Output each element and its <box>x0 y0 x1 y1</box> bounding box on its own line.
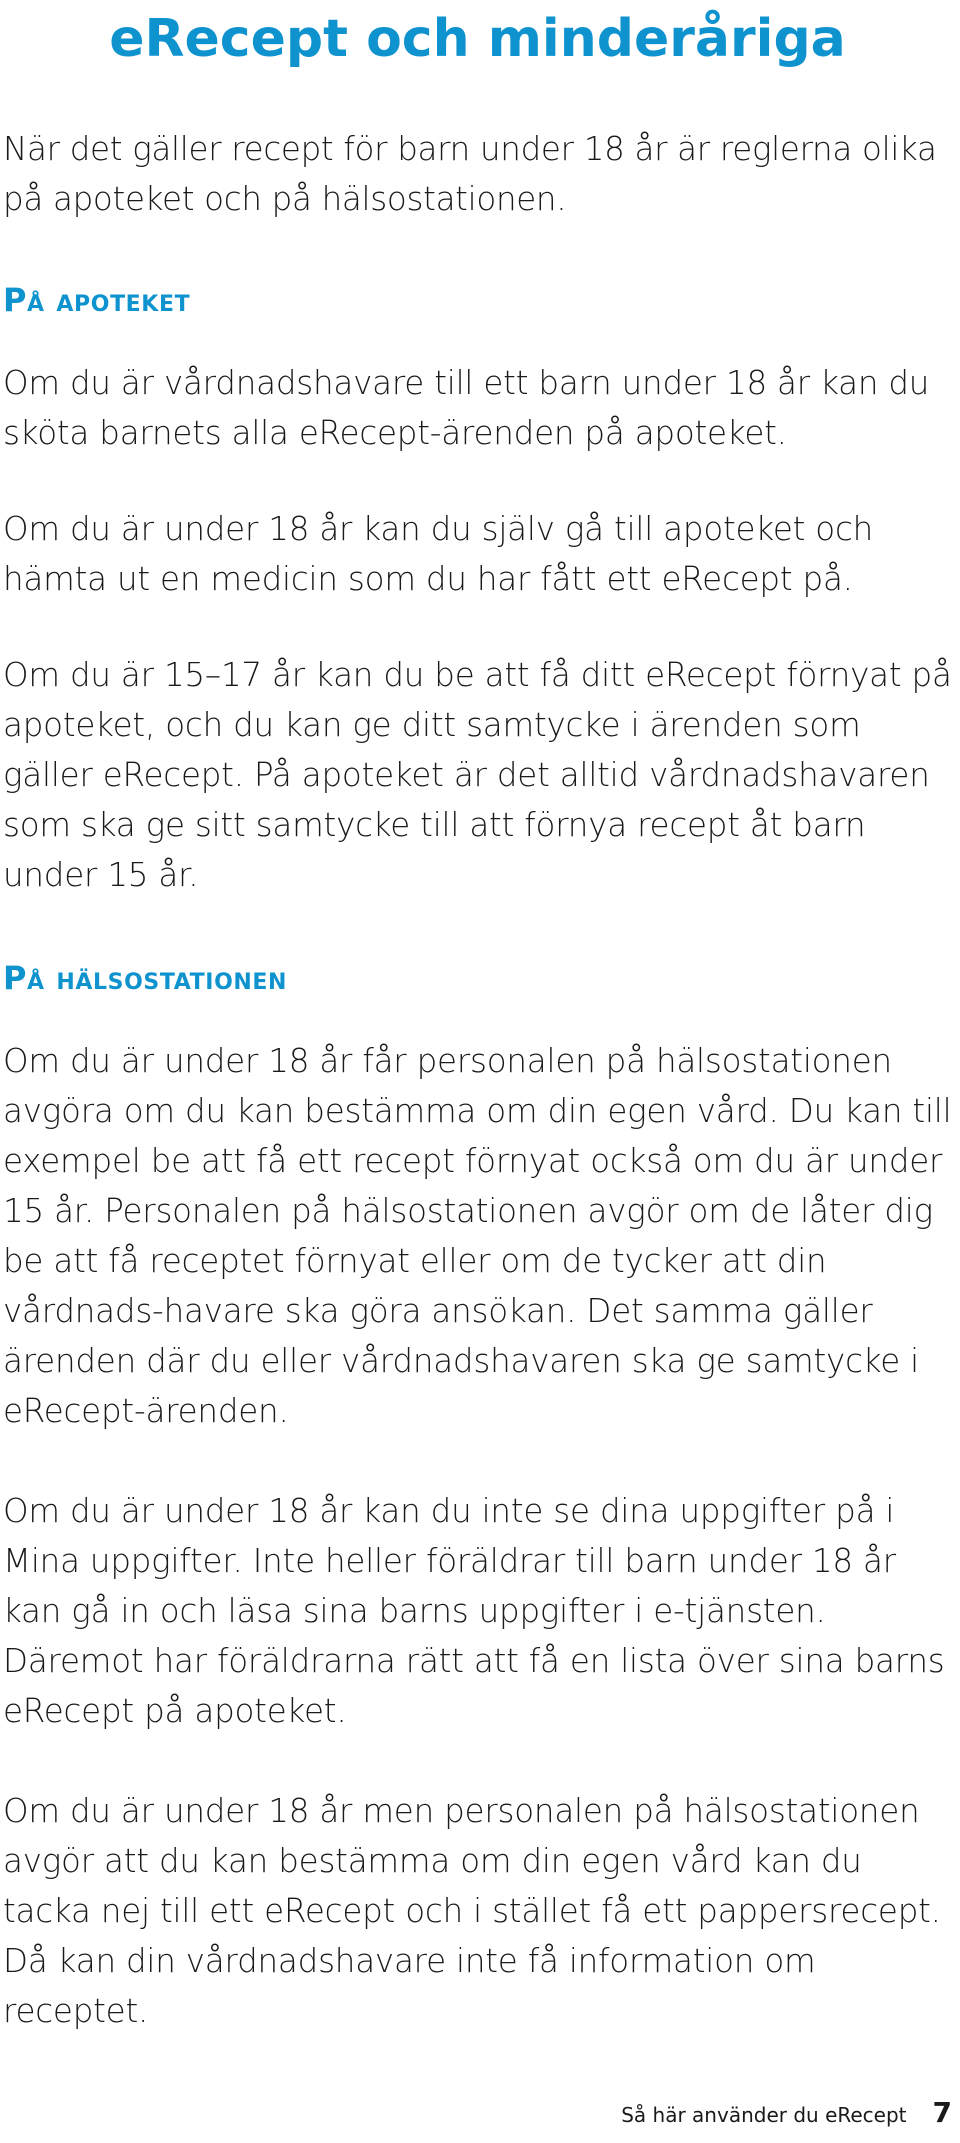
page-title: eRecept och minderåriga <box>109 9 846 69</box>
intro-paragraph: När det gäller recept för barn under 18 år är reglerna olika på apoteket och på hälsostationen. <box>3 130 937 218</box>
paragraph-apoteket-1: Om du är vårdnadshavare till ett barn under 18 år kan du sköta barnets alla eRecept-ärenden på apoteket. <box>3 364 930 452</box>
paragraph-halsostationen-3: Om du är under 18 år men personalen på hälsostationen avgör att du kan bestämma om din egen vård kan du tacka nej till ett eRecept och i stället få ett pappersrecept. Då kan din vårdnadshavare inte få information om receptet. <box>3 1792 941 2030</box>
footer-title: Så här använder du eRecept <box>621 2103 907 2127</box>
paragraph-halsostationen-2: Om du är under 18 år kan du inte se dina uppgifter på i Mina uppgifter. Inte heller föräldrar till barn under 18 år kan gå in och läsa sina barns uppgifter i e-tjänsten. Däremot har föräldrarna rätt att få en lista över sina barns eRecept på apoteket. <box>3 1492 945 1730</box>
page-number: 7 <box>932 2096 952 2129</box>
paragraph-apoteket-2: Om du är under 18 år kan du själv gå till apoteket och hämta ut en medicin som du har fått ett eRecept på. <box>3 510 874 598</box>
paragraph-apoteket-3: Om du är 15–17 år kan du be att få ditt eRecept förnyat på apoteket, och du kan ge ditt samtycke i ärenden som gäller eRecept. På apoteket är det alltid vårdnadshavaren som ska ge sitt samtycke till att förnya recept åt barn under 15 år. <box>3 656 952 894</box>
paragraph-halsostationen-1: Om du är under 18 år får personalen på hälsostationen avgöra om du kan bestämma om din egen vård. Du kan till exempel be att få ett recept förnyat också om du är under 15 år. Personalen på hälsostationen avgör om de låter dig be att få receptet förnyat eller om de tycker att din vårdnads-havare ska göra ansökan. Det samma gäller ärenden där du eller vårdnadshavaren ska ge samtycke i eRecept-ärenden. <box>3 1042 952 1430</box>
page-footer <box>621 2096 952 2129</box>
section-heading-halsostationen: På hälsostationen <box>3 959 288 997</box>
section-heading-apoteket: På apoteket <box>3 281 191 319</box>
